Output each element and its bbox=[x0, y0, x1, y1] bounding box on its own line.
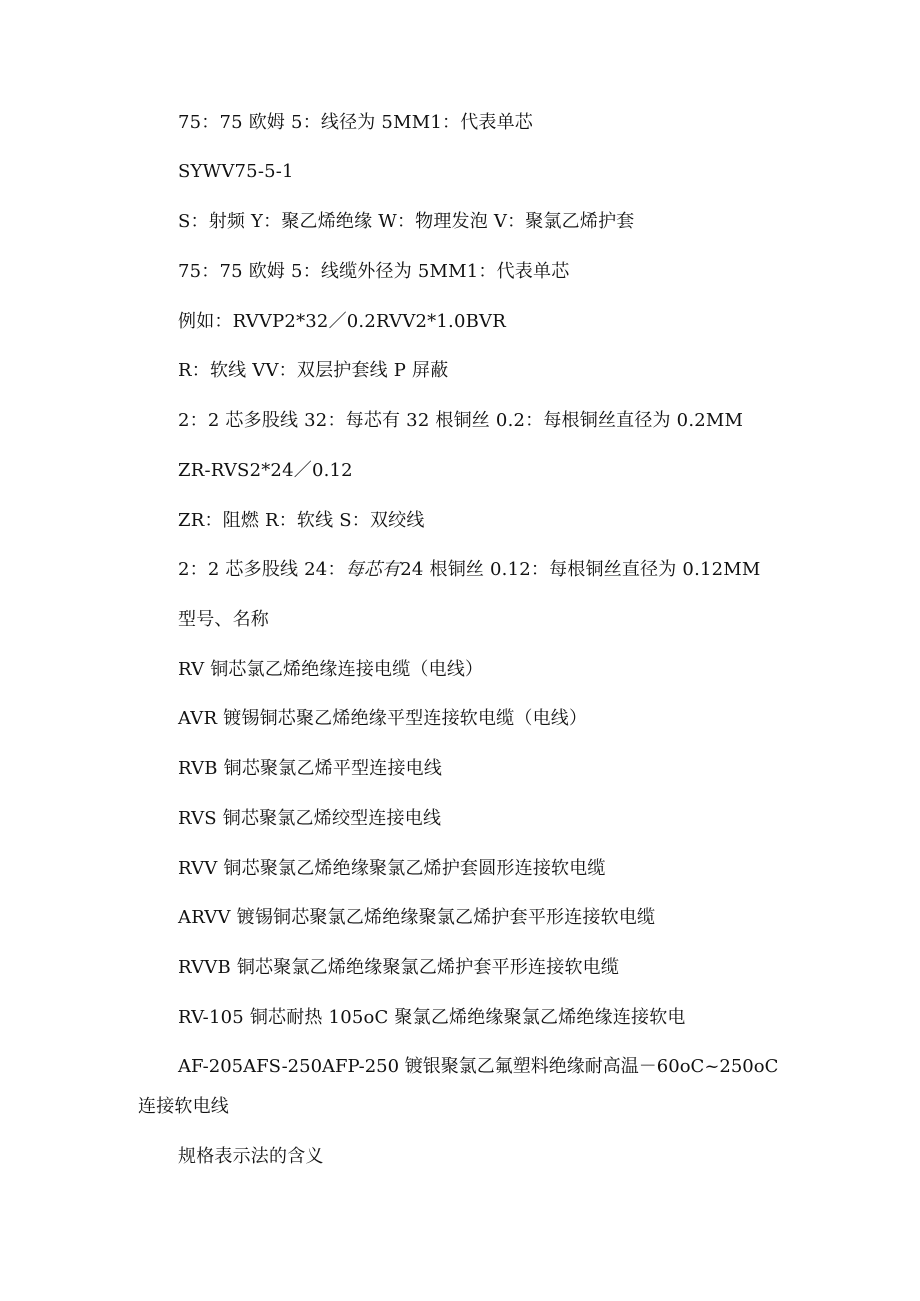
text-line: ZR-RVS2*24／0.12 bbox=[178, 460, 353, 481]
text-line: RVVB 铜芯聚氯乙烯绝缘聚氯乙烯护套平形连接软电缆 bbox=[178, 957, 620, 978]
text-line: RVS 铜芯聚氯乙烯绞型连接电线 bbox=[178, 808, 442, 829]
text-line: ZR：阻燃 R：软线 S：双绞线 bbox=[178, 510, 425, 531]
text-segment-italic: 每芯有 bbox=[345, 559, 401, 580]
text-segment: 24 根铜丝 0.12：每根铜丝直径为 0.12MM bbox=[400, 559, 761, 580]
text-line: 例如：RVVP2*32／0.2RVV2*1.0BVR bbox=[178, 311, 506, 332]
text-line: SYWV75-5-1 bbox=[178, 161, 294, 182]
text-line: 75：75 欧姆 5：线径为 5MM1：代表单芯 bbox=[178, 112, 533, 133]
text-line: AF-205AFS-250AFP-250 镀银聚氯乙氟塑料绝缘耐高温－60oC~250oC bbox=[178, 1056, 779, 1077]
text-line: 75：75 欧姆 5：线缆外径为 5MM1：代表单芯 bbox=[178, 261, 570, 282]
text-line: S：射频 Y：聚乙烯绝缘 W：物理发泡 V：聚氯乙烯护套 bbox=[178, 211, 635, 232]
text-line bbox=[178, 558, 761, 582]
text-line-continuation: 连接软电线 bbox=[138, 1096, 229, 1117]
text-line: ARVV 镀锡铜芯聚氯乙烯绝缘聚氯乙烯护套平形连接软电缆 bbox=[178, 907, 656, 928]
text-segment: 2：2 芯多股线 24： bbox=[178, 559, 346, 580]
text-line: R：软线 VV：双层护套线 P 屏蔽 bbox=[178, 360, 449, 381]
text-line: RV 铜芯氯乙烯绝缘连接电缆（电线） bbox=[178, 659, 484, 680]
text-line: RVV 铜芯聚氯乙烯绝缘聚氯乙烯护套圆形连接软电缆 bbox=[178, 858, 606, 879]
text-line: RV-105 铜芯耐热 105oC 聚氯乙烯绝缘聚氯乙烯绝缘连接软电 bbox=[178, 1007, 686, 1028]
text-line: AVR 镀锡铜芯聚乙烯绝缘平型连接软电缆（电线） bbox=[178, 708, 588, 729]
text-line: RVB 铜芯聚氯乙烯平型连接电线 bbox=[178, 758, 443, 779]
text-line: 2：2 芯多股线 32：每芯有 32 根铜丝 0.2：每根铜丝直径为 0.2MM bbox=[178, 410, 744, 431]
section-heading: 型号、名称 bbox=[178, 609, 269, 630]
section-heading: 规格表示法的含义 bbox=[178, 1146, 324, 1167]
